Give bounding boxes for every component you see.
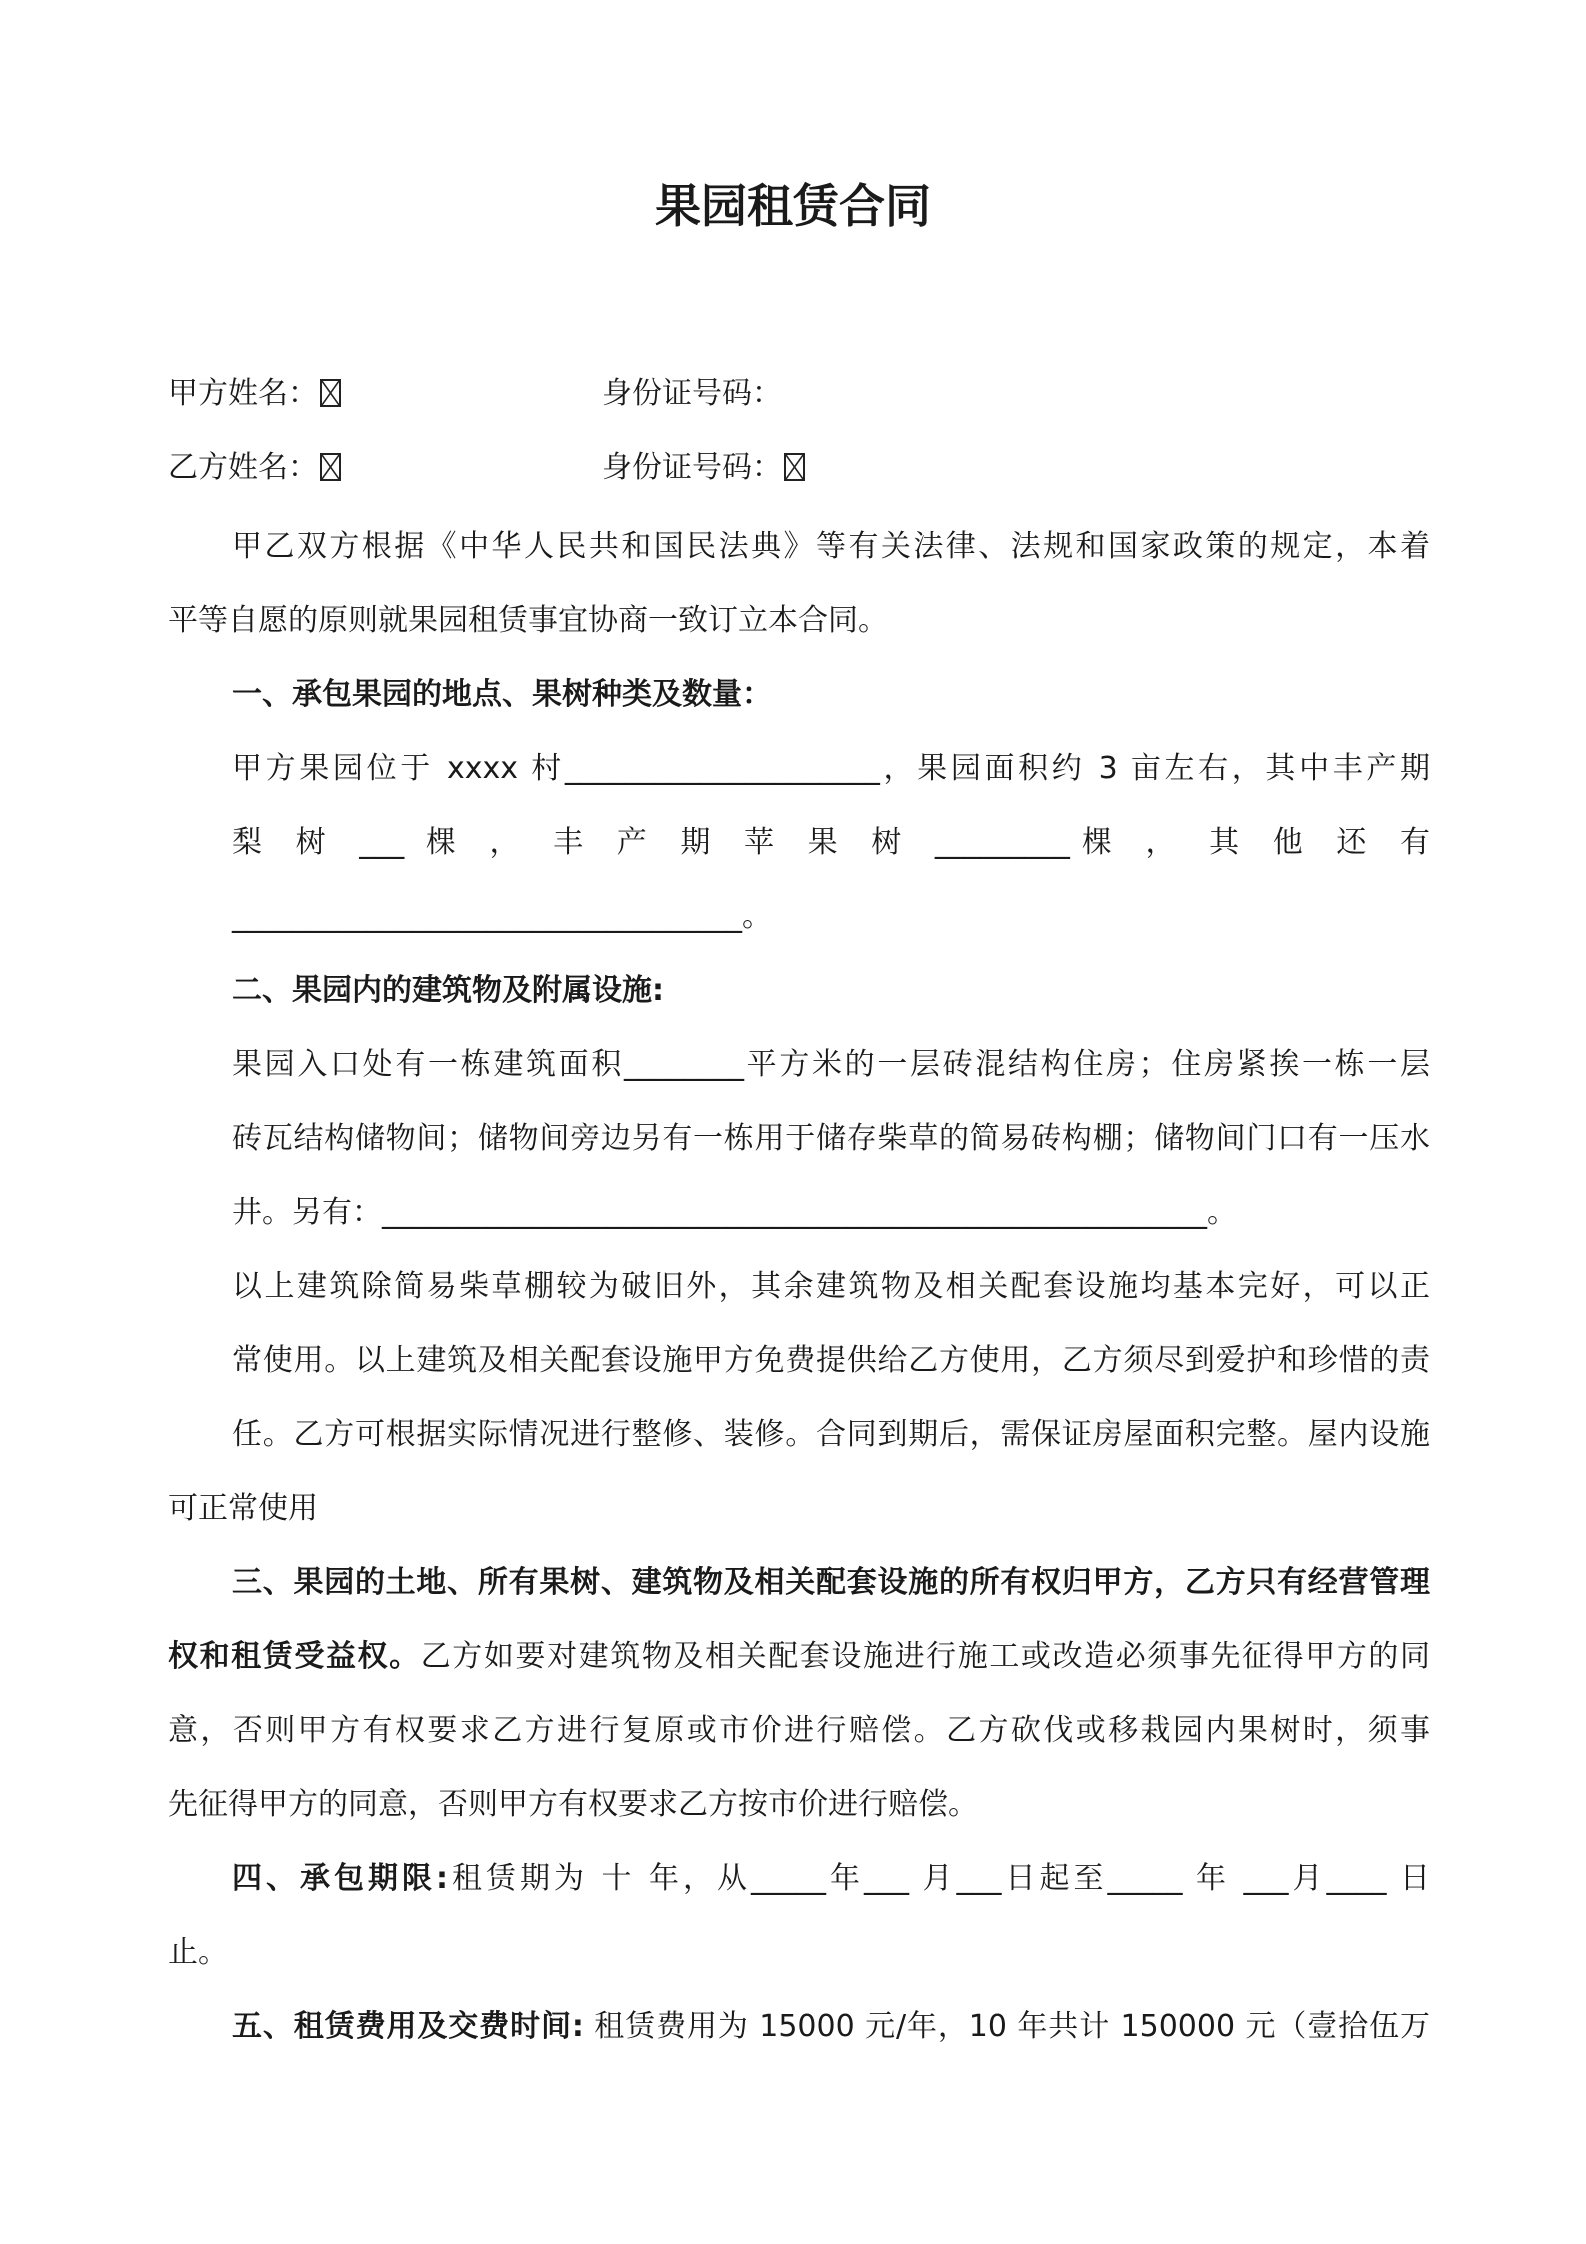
section-5-heading: 五、租赁费用及交费时间: (232, 2009, 584, 2044)
party-a-name-placeholder-icon (320, 379, 341, 407)
section-4-heading: 四、承包期限: (232, 1861, 448, 1896)
section-2-para2-line-1: 以上建筑除简易柴草棚较为破旧外，其余建筑物及相关配套设施均基本完好，可以正 (232, 1269, 1430, 1304)
section-5-line-1-text: 租赁费用为 15000 元/年，10 年共计 150000 元（壹拾伍万 (583, 2009, 1430, 2044)
document-title: 果园租赁合同 (655, 179, 931, 233)
party-a-name-label: 甲方姓名： (168, 376, 318, 411)
section-4-line-1 (168, 1842, 1430, 1916)
party-b-id-label: 身份证号码： (602, 450, 782, 485)
party-b-name (168, 448, 341, 488)
contract-body (168, 510, 1430, 2064)
section-1-line-1: 甲方果园位于 xxxx 村_____________________，果园面积约 3 亩左右，其中丰产期 (232, 751, 1430, 786)
section-5-line-1 (168, 1990, 1430, 2064)
section-4-line-2: 止。 (168, 1935, 228, 1970)
section-1-line-3: __________________________________。 (232, 899, 772, 934)
section-3-line-4: 先征得甲方的同意，否则甲方有权要求乙方按市价进行赔偿。 (168, 1787, 978, 1822)
section-2-para2-line-3: 任。乙方可根据实际情况进行整修、装修。合同到期后，需保证房屋面积完整。屋内设施 (232, 1417, 1430, 1452)
intro-line-2: 平等自愿的原则就果园租赁事宜协商一致订立本合同。 (168, 603, 888, 638)
party-a-id-label: 身份证号码： (602, 376, 782, 411)
section-2-line-1: 果园入口处有一栋建筑面积________平方米的一层砖混结构住房；住房紧挨一栋一层 (232, 1047, 1430, 1082)
party-b-name-label: 乙方姓名： (168, 450, 318, 485)
section-3-heading-line-1: 三、果园的土地、所有果树、建筑物及相关配套设施的所有权归甲方，乙方只有经营管理 (232, 1565, 1430, 1600)
party-b-id-placeholder-icon (784, 453, 805, 481)
section-3-line-2-text: 乙方如要对建筑物及相关配套设施进行施工或改造必须事先征得甲方的同 (420, 1639, 1430, 1674)
section-1-heading: 一、承包果园的地点、果树种类及数量： (232, 677, 772, 712)
intro-line-1: 甲乙双方根据《中华人民共和国民法典》等有关法律、法规和国家政策的规定，本着 (232, 529, 1430, 564)
section-3-line-2 (168, 1620, 1430, 1694)
party-b-id (602, 448, 805, 488)
section-3-line-3: 意，否则甲方有权要求乙方进行复原或市价进行赔偿。乙方砍伐或移栽园内果树时，须事 (168, 1713, 1430, 1748)
section-2-line-3: 井。另有：_______________________________________________________。 (232, 1195, 1237, 1230)
party-b-name-placeholder-icon (320, 453, 341, 481)
section-2-para2-line-4: 可正常使用 (168, 1491, 318, 1526)
party-a-id (602, 374, 782, 414)
section-4-line-1-text: 租赁期为 十 年，从_____年___ 月___日起至_____ 年 ___月____ 日 (447, 1861, 1430, 1896)
section-2-para2-line-2: 常使用。以上建筑及相关配套设施甲方免费提供给乙方使用，乙方须尽到爱护和珍惜的责 (232, 1343, 1430, 1378)
party-a-name (168, 374, 341, 414)
section-3-heading-line-2: 权和租赁受益权。 (168, 1639, 421, 1674)
section-2-heading: 二、果园内的建筑物及附属设施: (232, 973, 664, 1008)
section-1-line-2: 梨 树 ___ 棵 ， 丰 产 期 苹 果 树 _________棵 ， 其 他 还 有 (232, 825, 1430, 860)
section-2-line-2: 砖瓦结构储物间；储物间旁边另有一栋用于储存柴草的简易砖构棚；储物间门口有一压水 (232, 1121, 1430, 1156)
